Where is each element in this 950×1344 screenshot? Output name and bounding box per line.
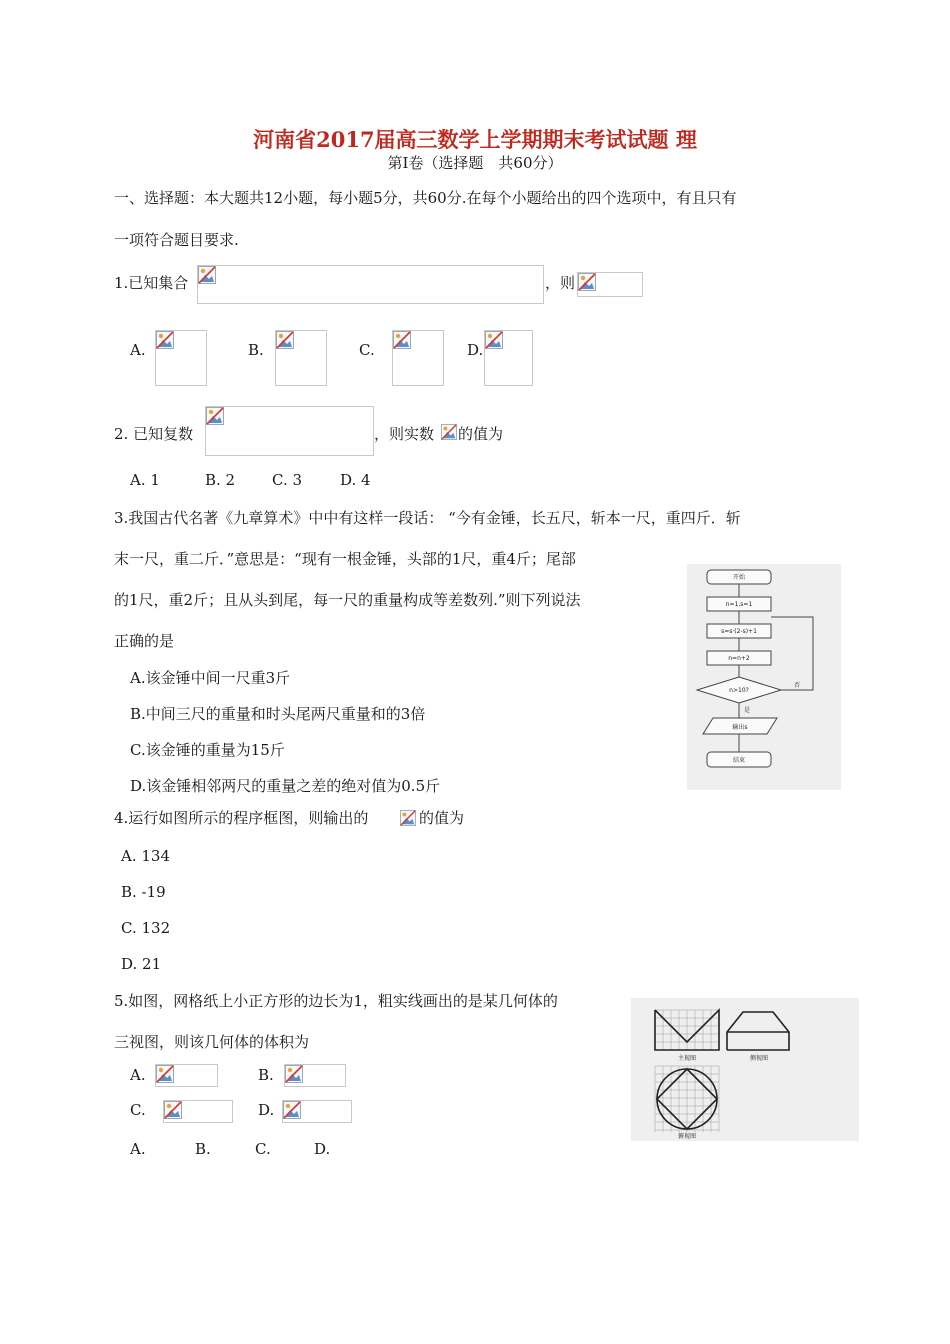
q5-option-d: D.	[258, 1101, 275, 1119]
q2-complex-image	[205, 406, 374, 456]
q3-line3: 的1尺，重2斤；且从头到尾，每一尺的重量构成等差数列.”则下列说法	[114, 591, 581, 609]
q5-answer-b: B.	[195, 1140, 211, 1158]
top-view-label: 俯视图	[677, 1133, 697, 1140]
q1-option-c: C.	[359, 341, 375, 359]
q1-option-b: B.	[248, 341, 264, 359]
q3-option-c: C.该金锤的重量为15斤	[130, 741, 285, 759]
q3-option-d: D.该金锤相邻两尺的重量之差的绝对值为0.5斤	[130, 777, 441, 795]
q5-answer-a: A.	[130, 1140, 146, 1158]
q4-option-c: C. 132	[121, 919, 171, 937]
q5-option-a: A.	[130, 1066, 146, 1084]
q4-option-b: B. -19	[121, 883, 166, 901]
section-subtitle: 第Ⅰ卷（选择题 共60分）	[387, 154, 563, 172]
broken-image-icon	[441, 424, 457, 440]
section-intro-line1: 一、选择题：本大题共12小题，每小题5分，共60分.在每个小题给出的四个选项中，有且只有	[114, 189, 737, 207]
flowchart-output: 输出s	[732, 724, 748, 731]
broken-image-icon	[164, 1101, 182, 1119]
flowchart-incr: n=n+2	[728, 655, 750, 662]
broken-image-icon	[578, 273, 596, 291]
flowchart-init: n=1,s=1	[725, 601, 753, 608]
three-view-figure	[631, 998, 859, 1141]
q4-option-a: A. 134	[121, 847, 170, 865]
q5-answer-d: D.	[314, 1140, 331, 1158]
q5-option-a-image	[155, 1064, 218, 1087]
q4-text-b: 的值为	[419, 809, 465, 827]
q2-text-c: 的值为	[458, 425, 504, 443]
q5-option-c-image	[163, 1100, 233, 1123]
flowchart-update: s=s·(2-s)+1	[721, 628, 757, 635]
broken-image-icon	[393, 331, 411, 349]
q1-option-a-image	[155, 330, 207, 386]
q1-set-image	[197, 265, 544, 304]
broken-image-icon	[276, 331, 294, 349]
q2-option-c: C. 3	[272, 471, 303, 489]
q5-line2: 三视图，则该几何体的体积为	[114, 1033, 310, 1051]
flowchart-no: 否	[793, 682, 801, 689]
q3-line2: 末一尺，重二斤．”意思是：“现有一根金锤，头部的1尺，重4斤；尾部	[114, 550, 576, 568]
q1-text-a: 1.已知集合	[114, 274, 189, 292]
broken-image-icon	[156, 1065, 174, 1083]
q2-text-a: 2. 已知复数	[114, 425, 194, 443]
side-view-label: 侧视图	[749, 1055, 769, 1062]
broken-image-icon	[285, 1065, 303, 1083]
broken-image-icon	[485, 331, 503, 349]
q1-text-b: ，则	[545, 274, 576, 292]
broken-image-icon	[198, 266, 216, 284]
q2-option-d: D. 4	[340, 471, 371, 489]
front-view-label: 主视图	[677, 1055, 697, 1062]
q5-option-d-image	[282, 1100, 352, 1123]
broken-image-icon	[156, 331, 174, 349]
flowchart-cond: n>10?	[729, 687, 749, 694]
section-intro-line2: 一项符合题目要求.	[114, 231, 239, 249]
q4-option-d: D. 21	[121, 955, 162, 973]
broken-image-icon	[283, 1101, 301, 1119]
q3-option-b: B.中间三尺的重量和时头尾两尺重量和的3倍	[130, 705, 426, 723]
q1-option-b-image	[275, 330, 327, 386]
q5-option-b: B.	[258, 1066, 274, 1084]
q2-text-b: ，则实数	[374, 425, 435, 443]
q2-option-b: B. 2	[205, 471, 236, 489]
q4-text-a: 4.运行如图所示的程序框图，则输出的	[114, 809, 369, 827]
q1-expr-image	[577, 272, 643, 297]
q1-option-d-image	[484, 330, 533, 386]
q1-option-a: A.	[130, 341, 146, 359]
q5-answer-c: C.	[255, 1140, 271, 1158]
q5-option-b-image	[284, 1064, 346, 1087]
flowchart-start: 开始	[732, 574, 746, 581]
q2-option-a: A. 1	[130, 471, 160, 489]
flowchart-yes: 是	[743, 707, 751, 714]
q3-option-a: A.该金锤中间一尺重3斤	[130, 669, 291, 687]
broken-image-icon	[206, 407, 224, 425]
q1-option-d: D.	[467, 341, 484, 359]
broken-image-icon	[398, 810, 418, 826]
q3-line1: 3.我国古代名著《九章算术》中中有这样一段话： “今有金锤，长五尺，斩本一尺，重四斤．斩	[114, 509, 741, 527]
flowchart-end: 结束	[732, 757, 746, 764]
q5-option-c: C.	[130, 1101, 146, 1119]
q3-line4: 正确的是	[114, 632, 175, 650]
flowchart-figure	[687, 564, 841, 790]
q5-line1: 5.如图，网格纸上小正方形的边长为1，粗实线画出的是某几何体的	[114, 992, 558, 1010]
q1-option-c-image	[392, 330, 444, 386]
page-title: 河南省2017届高三数学上学期期末考试试题 理	[253, 127, 697, 152]
